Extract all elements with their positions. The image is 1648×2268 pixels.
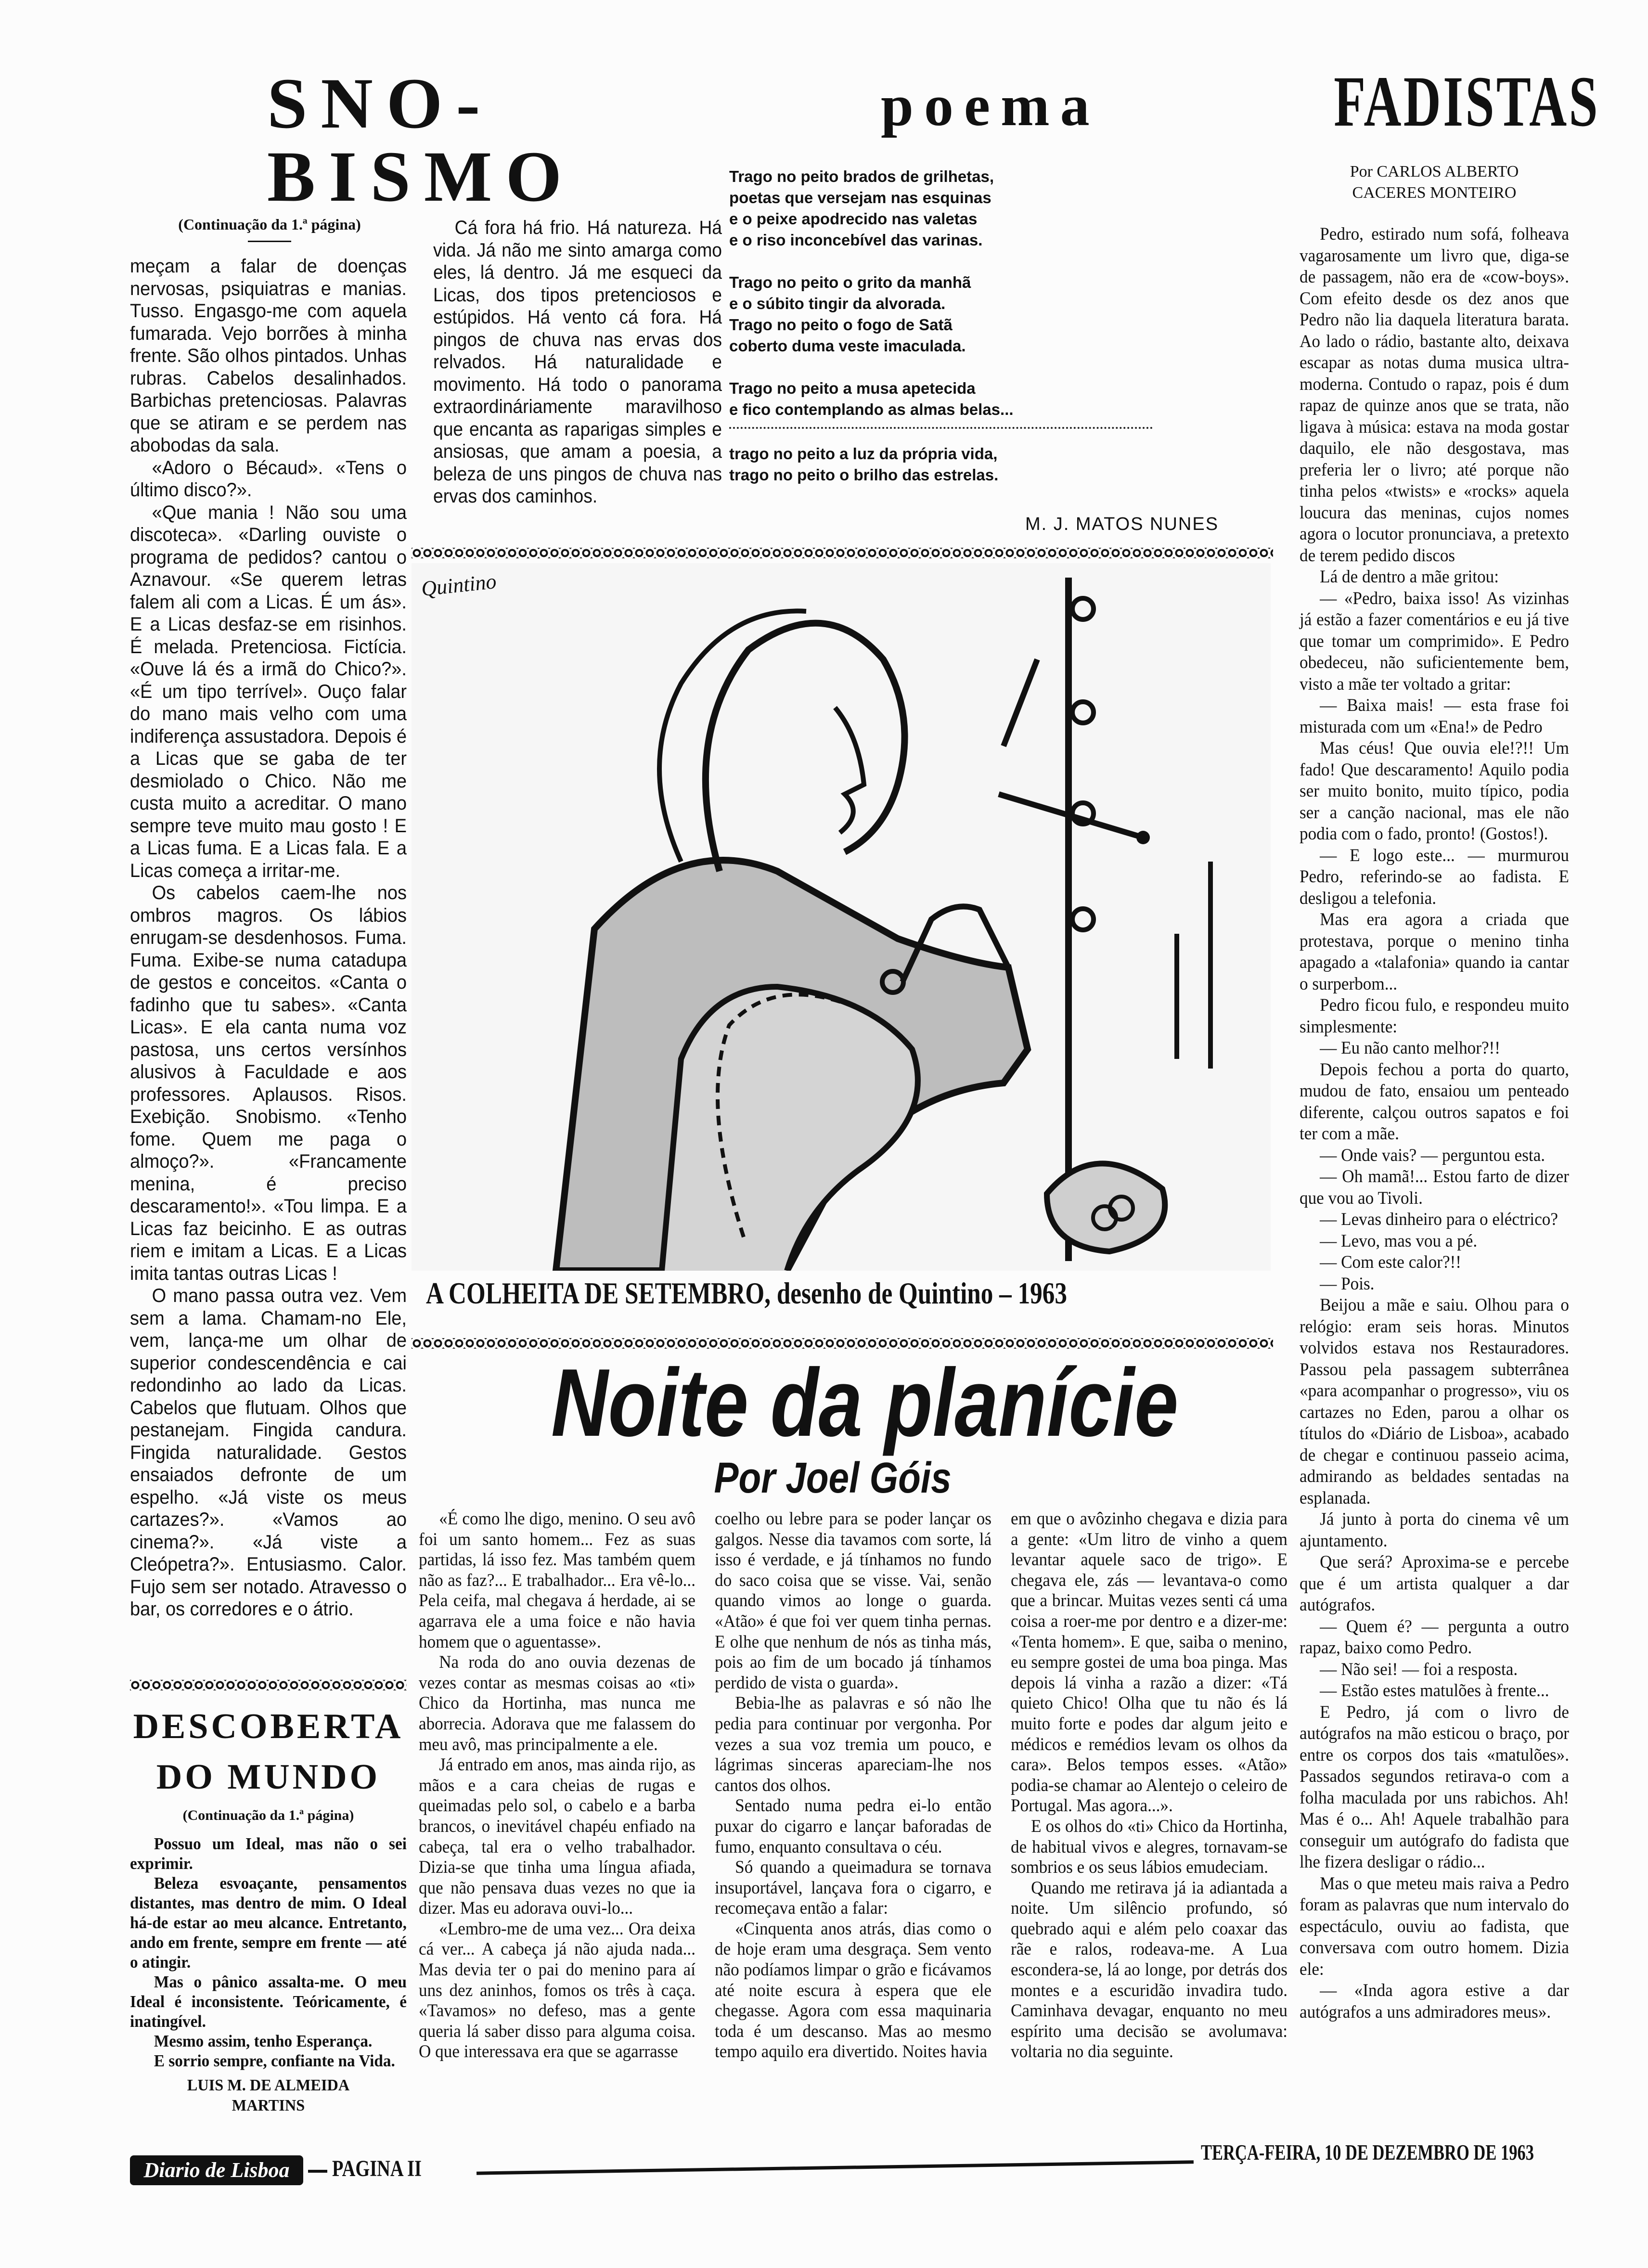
poem-line: trago no peito a luz da própria vida,	[729, 445, 998, 463]
paragraph: Que será? Aproxima-se e percebe que é um artista qualquer a dar autógrafos.	[1300, 1552, 1569, 1615]
paragraph: Cá fora há frio. Há natureza. Há vida. Já não me sinto amarga como eles, lá dentro. Já me esqueci da Licas, dos tipos pretenciosos e estúpidos. Há vento cá fora. Há pingos de chuva nas ervas dos relvados. Há naturalidade e movimento. Há todo o panorama extraordináriamente maravilhoso que encanta as raparigas simples e ansiosas, que amam a poesia, a beleza de uns pingos de chuva nas ervas dos caminhos.	[433, 217, 722, 507]
descoberta-body	[130, 1834, 407, 2071]
poem-line: Trago no peito o grito da manhã	[729, 273, 971, 291]
paragraph: — E logo este... — murmurou Pedro, referindo-se ao fadista. E desligou a telefonia.	[1300, 845, 1569, 908]
paragraph: — Levo, mas vou a pé.	[1320, 1231, 1478, 1251]
paragraph: «É como lhe digo, menino. O seu avô foi um santo homem... Fez as suas partidas, lá isso fez. Mas também quem não as faz?... E trabalhador... Era vê-lo... Pela ceifa, mal chegava á herdade, ai se agarrava ele a uma foice e não havia homem que o aguentasse».	[419, 1509, 695, 1652]
paragraph: Na roda do ano ouvia dezenas de vezes contar as mesmas coisas ao «ti» Chico da Hortinha, mas nunca me aborrecia. Adorava que me falassem do meu avô, mas principalmente a ele.	[419, 1652, 695, 1754]
footer-rule	[476, 2160, 1194, 2175]
snobismo-continuation: (Continuação da 1.ª página)	[178, 216, 361, 233]
paragraph: — Levas dinheiro para o eléctrico?	[1320, 1210, 1558, 1229]
poem-line: e o riso inconcebível das varinas.	[729, 231, 983, 249]
paragraph: «Cinquenta anos atrás, dias como o de hoje eram uma desgraça. Sem vento não podíamos limpar o grão e ficávamos até noite escura à espera que ele chegasse. Agora com essa maquinaria toda é um descanso. Mas ao mesmo tempo aquilo era divertido. Noites havia	[715, 1919, 991, 2062]
divider	[308, 2170, 327, 2173]
ornamental-border	[412, 1338, 1273, 1349]
paragraph: Mas o que meteu mais raiva a Pedro foram as palavras que num intervalo do espectáculo, ouviu ao fadista, que conversava com outro homem. Dizia ele:	[1300, 1873, 1569, 1979]
paragraph: — Pois.	[1320, 1274, 1375, 1294]
paragraph: E sorrio sempre, confiante na Vida.	[154, 2051, 395, 2070]
illustration-caption: A COLHEITA DE SETEMBRO, desenho de Quintino – 1963	[426, 1276, 1067, 1310]
poem-line: Trago no peito o fogo de Satã	[729, 316, 953, 334]
descoberta-title-line1: DESCOBERTA	[133, 1707, 404, 1746]
paragraph: — Com este calor?!!	[1320, 1252, 1461, 1272]
artist-signature: Quintino	[420, 569, 498, 601]
paragraph: Depois fechou a porta do quarto, mudou de fato, ensaiou um penteado diferente, calçou outros sapatos e foi ter com a mãe.	[1300, 1059, 1569, 1144]
paragraph: Pedro, estirado num sofá, folheava vagarosamente um livro que, diga-se de passagem, não era de «cow-boys». Com efeito desde os dez anos que Pedro não lia daquela literatura barata. Ao lado o rádio, bastante alto, deixava escapar as notas duma musica ultra-moderna. Contudo o rapaz, pois é dum rapaz de quinze anos que se trata, não ligava à música: estava na moda gostar daquilo, ele não desgostava, mas preferia ler o livro; até porque não tinha pelos «twists» e «rocks» aquela loucura das meninas, cujos nomes agora o locutor pronunciava, a pretexto de terem pedido discos	[1300, 224, 1569, 566]
paragraph: Mas céus! Que ouvia ele!?!! Um fado! Que descaramento! Aquilo podia ser muito bonito, muito típico, podia ser a canção nacional, mas ele não podia com o fado, pronto! (Gostos!).	[1300, 738, 1569, 844]
paragraph: — Eu não canto melhor?!!	[1320, 1038, 1500, 1058]
byline-line: CACERES MONTEIRO	[1352, 184, 1517, 202]
paragraph: Bebia-lhe as palavras e só não lhe pedia para continuar por vergonha. Por vezes a sua voz tremia um pouco, e lágrimas sinceras apareciam-lhe nos cantos dos olhos.	[715, 1693, 991, 1795]
poem-line: Trago no peito a musa apetecida	[729, 379, 976, 397]
issue-date: TERÇA-FEIRA, 10 DE DEZEMBRO DE 1963	[1201, 2140, 1534, 2165]
author-line: MARTINS	[232, 2097, 305, 2114]
poem-body	[729, 166, 1162, 507]
poem-line: poetas que versejam nas esquinas	[729, 189, 991, 206]
paragraph: — Quem é? — pergunta a outro rapaz, baixo como Pedro.	[1300, 1616, 1569, 1658]
author-line: LUIS M. DE ALMEIDA	[187, 2076, 350, 2094]
drawing-woman-harvest	[412, 563, 1271, 1271]
descoberta-title-line2: DO MUNDO	[156, 1757, 381, 1797]
story-column-1	[419, 1509, 695, 2062]
paragraph: — Não sei! — foi a resposta.	[1320, 1659, 1518, 1679]
paragraph: — Onde vais? — perguntou esta.	[1320, 1145, 1545, 1165]
paragraph: Os cabelos caem-lhe nos ombros magros. Os lábios enrugam-se desdenhosos. Fuma. Fuma. Exibe-se numa catadupa de gestos e conceitos. «Canta o fadinho que tu sabes». «Canta Licas». E ela canta numa voz pastosa, uns certos versínhos alusivos à Faculdade e aos professores. Aplausos. Risos. Exebição. Snobismo. «Tenho fome. Quem me paga o almoço?». «Francamente menina, é preciso descaramento!». «Tou limpa. E a Licas faz beicinho. E as outras riem e imitam a Licas. E a Licas imita tantas outras Licas !	[130, 882, 407, 1284]
ornamental-border	[130, 1680, 407, 1690]
paragraph: Já entrado em anos, mas ainda rijo, as mãos e a cara cheias de rugas e queimadas pelo sol, o cabelo e a barba brancos, o inevitável chapéu enfiado na cabeça, tal era o velho trabalhador. Dizia-se que tinha uma língua afiada, que não pensava duas vezes no que ia dizer. Mas eu adorava ouvi-lo...	[419, 1755, 695, 1919]
paragraph: — Estão estes matulões à frente...	[1320, 1681, 1549, 1701]
paragraph: Só quando a queimadura se tornava insuportável, lançava fora o cigarro, e recomeçava então a falar:	[715, 1857, 991, 1919]
paragraph: Quando me retirava já ia adiantada a noite. Um silêncio profundo, só quebrado aqui e além pelo coaxar das rãe e ralos, rodeava-me. A Lua esconderа-se, lá ao longe, por detrás dos montes e a escuridão invadira tudo. Caminhava devagar, enquanto no meu espírito uma decisão se avolumava: voltaria no dia seguinte.	[1011, 1878, 1288, 2062]
descoberta-section	[130, 1834, 407, 2116]
snobismo-title-line1: SNO-	[267, 64, 494, 143]
poem-line: e fico contemplando as almas belas...	[729, 400, 1014, 418]
paragraph: em que o avôzinho chegava e dizia para a gente: «Um litro de vinho a quem levantar aquele saco de trigo». E chegava ele, zás — levantava-o como que a brincar. Muitas vezes senti cá uma coisa a roer-me por dentro e a dizer-me: «Tenta homem». E que, saiba o menino, eu sempre gostei de uma boa pinga. Mas depois lá vinha a razão a dizer: «Tá quieto Chico! Olha que tu não és lá muito forte e podes dar algum jeito e médicos e remédios levam os olhos da cara». Belos tempos esses. «Atão» podia-se chamar ao Alentejo o celeiro de Portugal. Mas agora...».	[1011, 1509, 1288, 1816]
paragraph: Beijou a mãe e saiu. Olhou para o relógio: eram seis horas. Minutos volvidos estava nos Restauradores. Passou pela passagem subterrânea «para acompanhar o progresso», viu os cartazes no Eden, parou a olhar os títulos do «Diário de Lisboa», acabado de chegar e continuou passeio acima, admirando as beldades sentadas na esplanada.	[1300, 1295, 1569, 1508]
paragraph: Mesmo assim, tenho Esperança.	[154, 2032, 373, 2050]
paragraph: — Baixa mais! — esta frase foi misturada com um «Ena!» de Pedro	[1300, 696, 1569, 737]
page-number: PAGINA II	[332, 2156, 422, 2181]
paragraph: — «Inda agora estive a dar autógrafos a uns admiradores meus».	[1300, 1981, 1569, 2022]
snobismo-title-line2: BISMO	[267, 137, 576, 217]
paragraph: Mas era agora a criada que protestava, porque o menino tinha apagado a «talafonia» quando ia cantar o surperbom...	[1300, 910, 1569, 994]
paragraph: meçam a falar de doenças nervosas, psiquiatras e manias. Tusso. Engasgo-me com aquela fumarada. Vejo borrões à minha frente. São olhos pintados. Unhas rubras. Cabelos desalinhados. Barbichas pretenciosas. Palavras que se atiram e se perdem nas abobodas da sala.	[130, 256, 407, 456]
story-byline: Por Joel Góis	[714, 1454, 952, 1502]
paragraph: Já junto à porta do cinema vê um ajuntamento.	[1300, 1509, 1569, 1551]
paragraph: «Que mania ! Não sou uma discoteca». «Darling ouviste o programa de pedidos? cantou o Aznavour. «Se querem letras falem ali com a Licas. É um ás». E a Licas desfaz-se em risinhos. É melada. Pretenciosa. Fictícia. «Ouve lá és a irmã do Chico?». «É um tipo terrível». Ouço falar do mano mais velho com uma indiferença assustadora. Depois é a Licas que se gaba de ter desmiolado o Chico. Não me custa muito a acreditar. O mano sempre teve muito mau gosto ! E a Licas fuma. E a Licas fala. E a Licas começa a irritar-me.	[130, 502, 407, 881]
paragraph: Mas o pânico assalta-me. O meu Ideal é inconsistente. Teóricamente, é inatingível.	[130, 1972, 407, 2031]
story-title: Noite da planície	[551, 1349, 1179, 1456]
paragraph: «Adoro o Bécaud». «Tens o último disco?».	[130, 457, 407, 501]
poem-stanza	[729, 378, 1162, 420]
fadistas-column	[1300, 224, 1569, 2023]
paragraph: «Lembro-me de uma vez... Ora deixa cá ver... A cabeça já não ajuda nada... Mas devia ter o pai do menino para aí uns dez aninhos, fomos os três à caça. «Tavamos» no defeso, mas a gente queria lá saber disso para alguma coisa. O que interessava era que se agarrasse	[419, 1919, 695, 2062]
poem-line: e o peixe apodrecido nas valetas	[729, 210, 978, 228]
dotted-divider	[729, 427, 1153, 429]
fadistas-byline	[1300, 161, 1569, 204]
paragraph: O mano passa outra vez. Vem sem a lama. Chamam-no Ele, vem, lança-me um olhar de superior condescendência e cai redondinho ao lado da Licas. Cabelos que flutuam. Olhos que pestanejam. Fingida candura. Fingida naturalidade. Gestos ensaiados defronte de um espelho. «Já viste os meus cartazes?». «Vamos ao cinema?». «Já viste a Cleópetra?». Entusiasmo. Calor. Fujo sem ser notado. Atravesso o bar, os corredores e o átrio.	[130, 1285, 407, 1620]
paragraph: — «Pedro, baixa isso! As vizinhas já estão a fazer comentários e eu já tive que tomar um comprimido». E Pedro obedeceu, não suficientemente bem, visto a mãe ter voltado a gritar:	[1300, 588, 1569, 694]
descoberta-author	[130, 2075, 407, 2116]
masthead-logo: Diario de Lisboa	[130, 2155, 303, 2185]
snobismo-column-1	[130, 255, 407, 1621]
divider	[248, 241, 291, 242]
paragraph: Sentado numa pedra ei-lo então puxar do cigarro e lançar baforadas de fumo, enquanto consultava o céu.	[715, 1796, 991, 1857]
paragraph: — Oh mamã!... Estou farto de dizer que vou ao Tivoli.	[1300, 1167, 1569, 1208]
paragraph: Possuo um Ideal, mas não o sei exprimir.	[130, 1834, 407, 1873]
paragraph: Beleza esvoaçante, pensamentos distantes, mas dentro de mim. O Ideal há-de estar ao meu alcance. Entretanto, ando em frente, sempre em frente — até o atingir.	[130, 1874, 407, 1972]
story-column-2	[715, 1509, 991, 2062]
paragraph: Pedro ficou fulo, e respondeu muito simplesmente:	[1300, 995, 1569, 1037]
illustration-colheita	[412, 563, 1271, 1271]
poem-line: e o súbito tingir da alvorada.	[729, 295, 946, 312]
descoberta-continuation: (Continuação da 1.ª página)	[182, 1807, 354, 1823]
paragraph: E Pedro, já com o livro de autógrafos na mão esticou o braço, por entre os corpos dos tais «matulões». Passados segundos retirava-o com a folha maculada por uns rabichos. Ah! Mas é o... Ah! Aquele trabalhão para conseguir um autógrafo do fadista que lhe fizera desligar o rádio...	[1300, 1702, 1569, 1872]
poem-line: coberto duma veste imaculada.	[729, 337, 966, 355]
poem-line: trago no peito o brilho das estrelas.	[729, 466, 999, 484]
poem-stanza	[729, 272, 1162, 357]
poem-author: M. J. MATOS NUNES	[1025, 514, 1219, 534]
paragraph: E os olhos do «ti» Chico da Hortinha, de habitual vivos e alegres, tornavam-se sombrios e os seus lábios emudeciam.	[1011, 1816, 1288, 1878]
poem-line: Trago no peito brados de grilhetas,	[729, 168, 994, 185]
fadistas-title: FADISTAS	[1334, 62, 1600, 142]
snobismo-column-2	[433, 217, 722, 508]
poem-stanza	[729, 166, 1162, 251]
ornamental-border	[412, 548, 1273, 558]
byline-line: Por CARLOS ALBERTO	[1350, 163, 1519, 180]
paragraph: coelho ou lebre para se poder lançar os galgos. Nesse dia tavamos com sorte, lá isso é verdade, e já tínhamos no fundo do saco coisa que se visse. Vai, senão quando vimos ao longe o guarda. «Atão» é que foi ver quem tinha pernas. E olhe que nenhum de nós as tinha más, pois ao fim de um bocado já tínhamos perdido de vista o guarda».	[715, 1509, 991, 1693]
poem-stanza	[729, 443, 1162, 486]
story-column-3	[1011, 1509, 1288, 2062]
paragraph: Lá de dentro a mãe gritou:	[1320, 567, 1499, 587]
poema-title: poema	[881, 73, 1100, 138]
